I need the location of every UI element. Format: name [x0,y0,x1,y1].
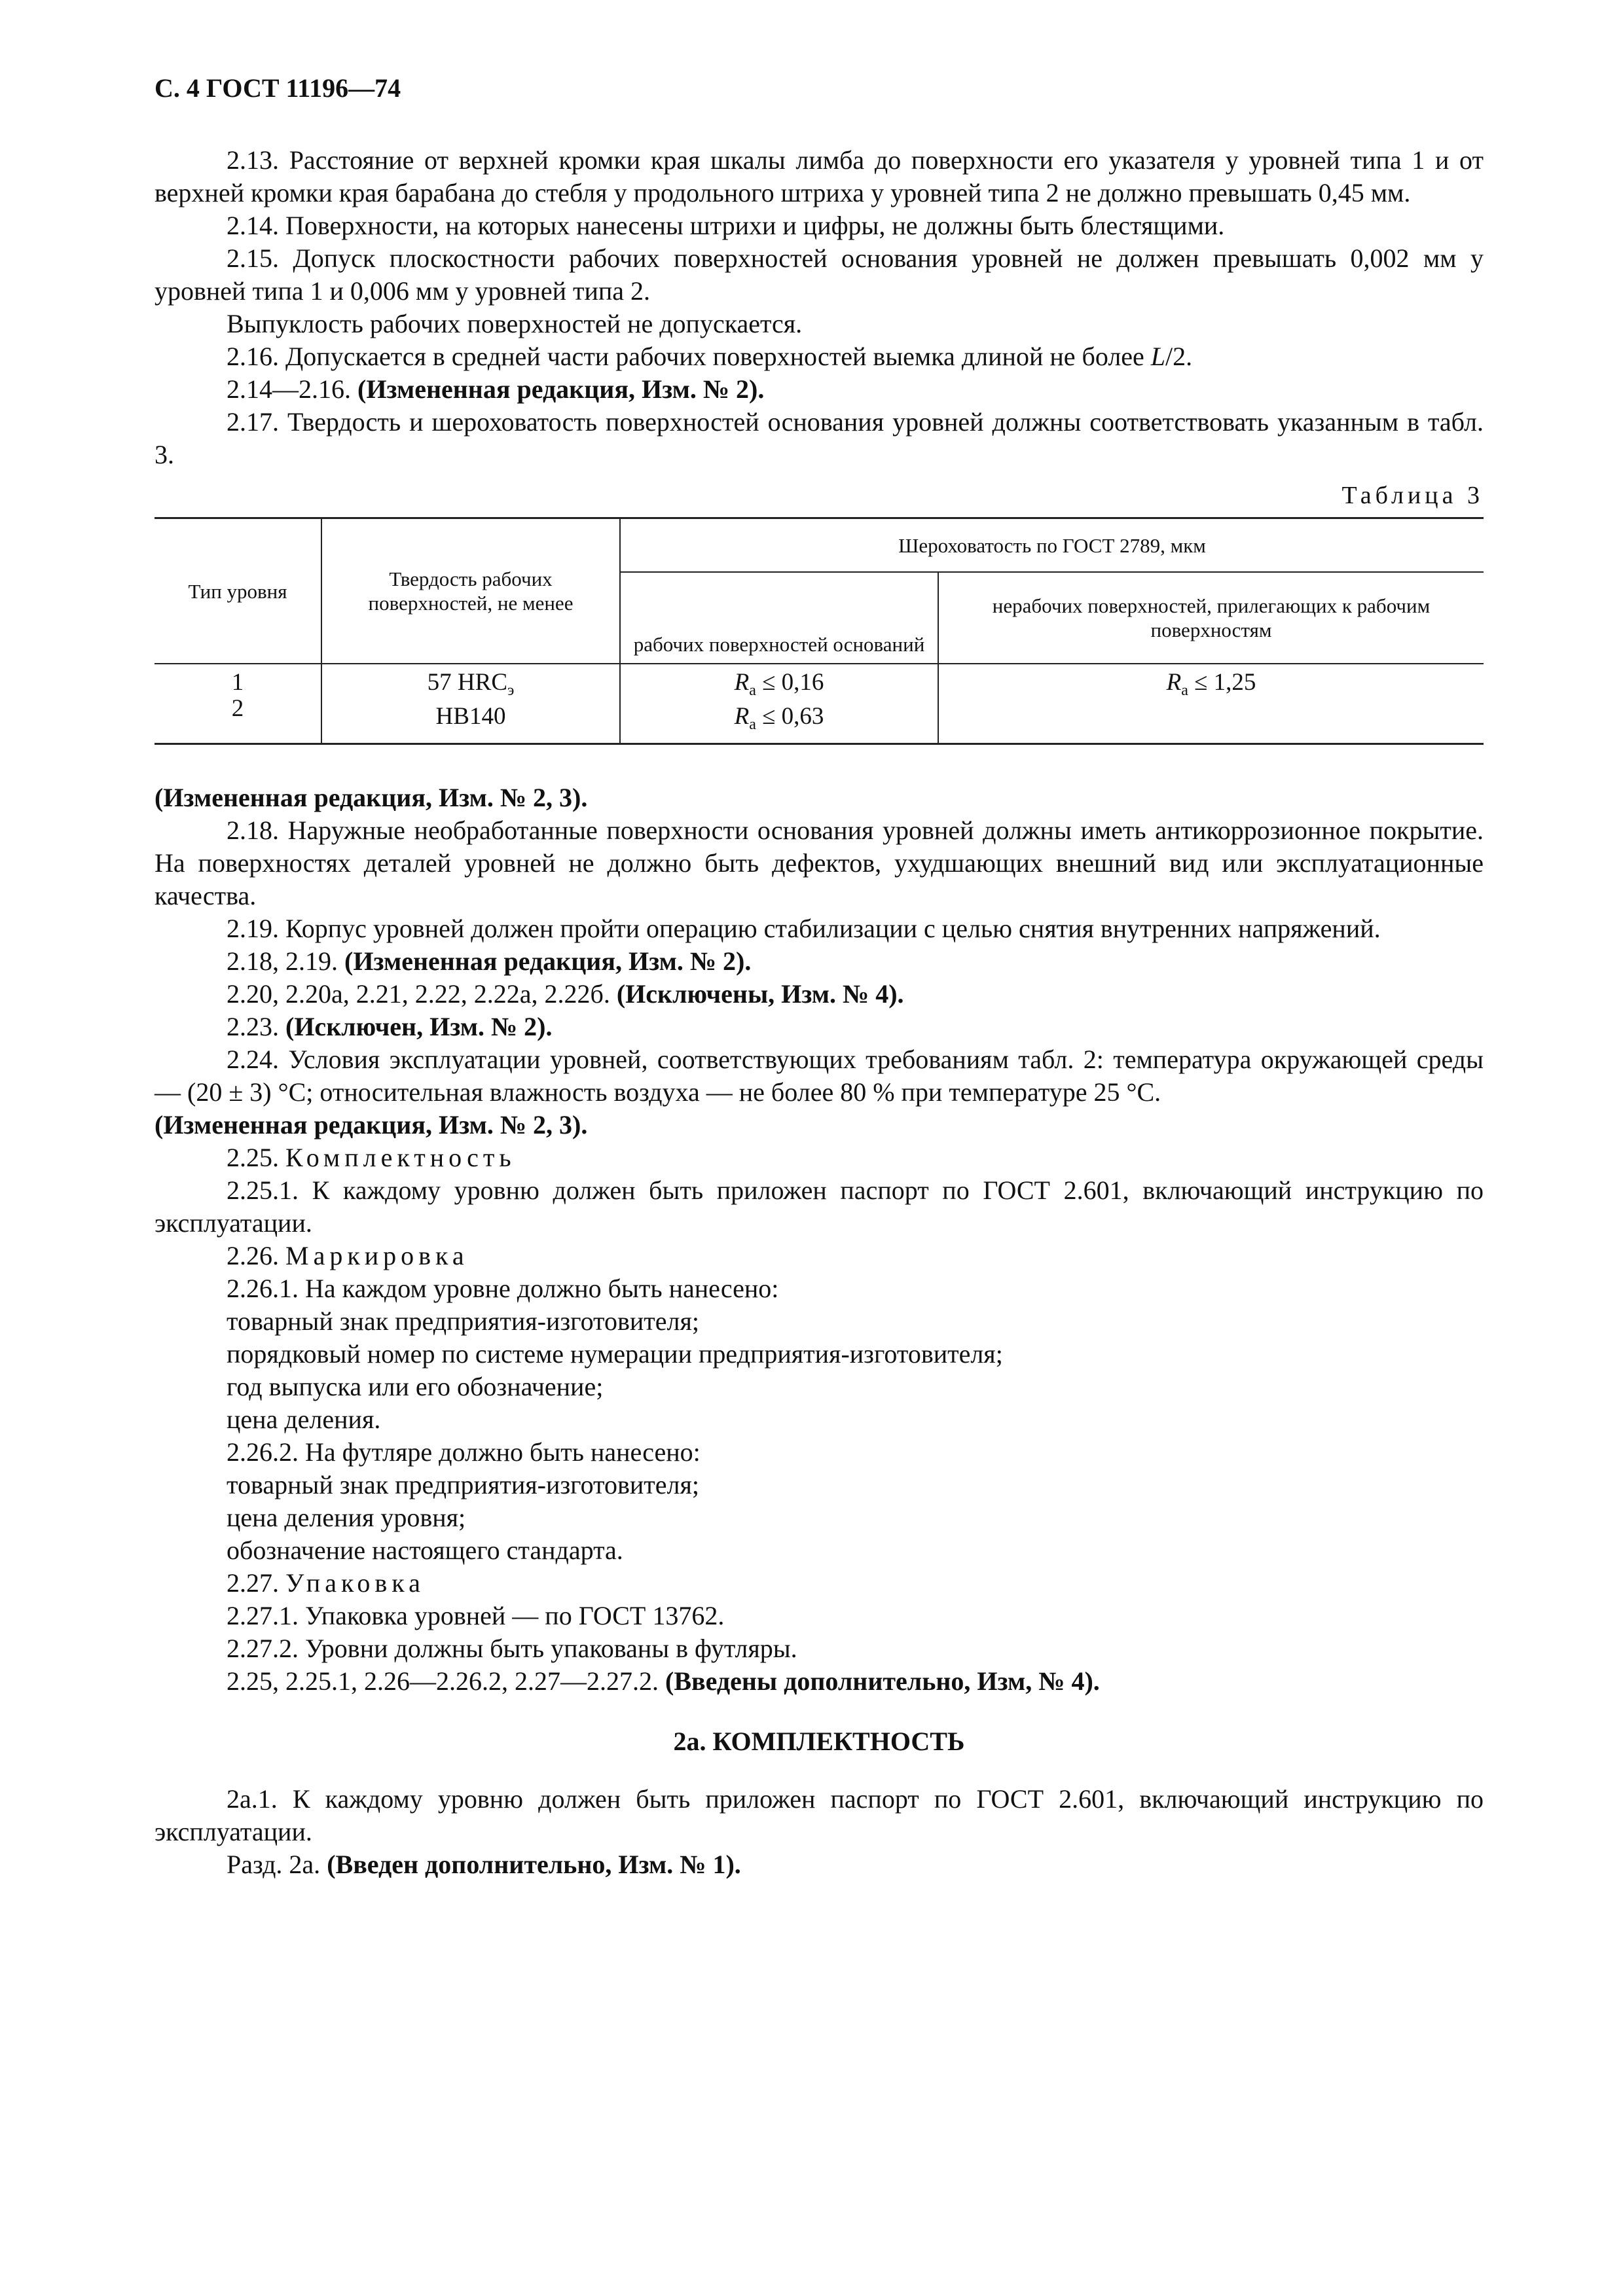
paragraph-2-25-1: 2.25.1. К каждому уровню должен быть приложен паспорт по ГОСТ 2.601, включающий инструкцию по эксплуатации. [155,1175,1484,1238]
cell-nonworking-1 [947,670,1476,704]
list-item: цена деления. [227,1405,381,1434]
paragraph-2-18: 2.18. Наружные необработанные поверхности основания уровней должны иметь антикоррозионное покрытие. На поверхностях деталей уровней не должно быть дефектов, ухудшающих внешний вид или эксплуатационные качества. [155,816,1484,910]
amendment-2-25-2-27 [155,1665,1484,1698]
paragraph-2-23 [155,1011,1484,1043]
list-item: товарный знак предприятия-изготовителя; [227,1306,699,1336]
list-item: год выпуска или его обозначение; [227,1372,604,1401]
cell-working [620,664,938,744]
clause-number: 2.25. [227,1143,285,1172]
amendment-note: (Введены дополнительно, Изм, № 4). [665,1666,1100,1696]
hardness-subscript: э [507,682,515,699]
ra-subscript: a [749,716,756,733]
ra-subscript: a [749,682,756,699]
ra-symbol: R [734,703,750,730]
ra-value: ≤ 1,25 [1188,669,1256,696]
cell-hardness-2: HB140 [435,703,506,730]
amendment-ref: 2.25, 2.25.1, 2.26—2.26.2, 2.27—2.27.2. [227,1666,665,1696]
marking-list [155,1305,1484,1436]
paragraph-2-14: 2.14. Поверхности, на которых нанесены штрихи и цифры, не должны быть блестящими. [227,211,1225,240]
amendment-note: (Измененная редакция, Изм. № 2). [357,374,765,404]
ra-value: ≤ 0,16 [756,669,824,696]
paragraph-2-16 [155,340,1484,373]
paragraph-2-27 [155,1567,1484,1600]
cell-working-1 [629,670,930,704]
ra-subscript: a [1181,682,1188,699]
list-item: порядковый номер по системе нумерации предприятия-изготовителя; [227,1339,1003,1369]
cell-type-2: 2 [231,695,244,722]
paragraph-2-20 [155,978,1484,1011]
amendment-2-24: (Измененная редакция, Изм. № 2, 3). [155,1110,588,1139]
amendment-2-14-2-16 [155,373,1484,406]
amendment-section-2a [155,1848,1484,1881]
paragraph-2-15: 2.15. Допуск плоскостности рабочих поверхностей основания уровней не должен превышать 0,002 мм у уровней типа 1 и 0,006 мм у уровней типа 2. [155,243,1484,306]
paragraph-2-13: 2.13. Расстояние от верхней кромки края шкалы лимба до поверхности его указателя у уровней типа 1 и от верхней кромки края барабана до стебля у продольного штриха у уровней типа 2 не должно превышать 0,45 мм. [155,145,1484,207]
amendment-ref: 2.18, 2.19. [227,946,344,976]
paragraph-2-25 [155,1141,1484,1174]
cell-type [155,664,321,744]
col-header-hardness: Твердость рабочих поверхностей, не менее [321,518,620,664]
amendment-note: (Исключены, Изм. № 4). [616,979,904,1009]
cell-hardness [321,664,620,744]
amendment-ref: 2.20, 2.20а, 2.21, 2.22, 2.22а, 2.22б. [227,979,617,1009]
case-marking-list [155,1469,1484,1567]
paragraph-2-19: 2.19. Корпус уровней должен пройти операцию стабилизации с целью снятия внутренних напряжений. [227,914,1381,943]
ra-symbol: R [734,669,750,696]
paragraph-2a-1: 2а.1. К каждому уровню должен быть приложен паспорт по ГОСТ 2.601, включающий инструкцию по эксплуатации. [155,1784,1484,1846]
page-header: С. 4 ГОСТ 11196—74 [155,73,401,103]
cell-nonworking [938,664,1484,744]
ra-value: ≤ 0,63 [756,703,824,730]
col-header-type: Тип уровня [155,518,321,664]
amendment-note: (Введен дополнительно, Изм. № 1). [327,1850,741,1879]
clause-number: 2.27. [227,1568,285,1598]
length-symbol: L [1150,342,1166,371]
ra-symbol: R [1166,669,1182,696]
amendment-ref: 2.14—2.16. [227,374,357,404]
paragraph-2-26-2: 2.26.2. На футляре должно быть нанесено: [227,1437,701,1467]
paragraph-2-16-tail: /2. [1165,342,1193,371]
paragraph-convexity: Выпуклость рабочих поверхностей не допускается. [227,309,803,338]
document-page [155,72,1484,1881]
section-title: 2а. КОМПЛЕКТНОСТЬ [673,1727,965,1756]
paragraph-2-27-2: 2.27.2. Уровни должны быть упакованы в футляры. [227,1634,797,1663]
amendment-2-18-2-19 [155,945,1484,978]
amendment-note: (Измененная редакция, Изм. № 2). [344,946,752,976]
paragraph-2-16-text: 2.16. Допускается в средней части рабочих поверхностей выемка длиной не более [227,342,1151,371]
clause-title: Комплектность [285,1143,516,1172]
cell-hardness-1 [330,670,611,704]
clause-number: 2.26. [227,1241,285,1270]
table-3 [155,517,1484,745]
amendment-note: (Исключен, Изм. № 2). [285,1012,553,1041]
paragraph-2-26-1: 2.26.1. На каждом уровне должно быть нанесено: [227,1274,779,1303]
amendment-ref: 2.23. [227,1012,285,1041]
cell-working-2 [629,704,930,738]
list-item: цена деления уровня; [227,1503,466,1532]
col-header-nonworking: нерабочих поверхностей, прилегающих к рабочим поверхностям [938,572,1484,664]
clause-title: Маркировка [285,1241,469,1270]
col-header-working: рабочих поверхностей оснований [620,572,938,664]
cell-type-1: 1 [231,669,244,696]
clause-title: Упаковка [285,1568,425,1598]
paragraph-2-26 [155,1240,1484,1272]
paragraph-2-17: 2.17. Твердость и шероховатость поверхностей основания уровней должны соответствовать указанным в табл. 3. [155,407,1484,469]
paragraph-2-24: 2.24. Условия эксплуатации уровней, соответствующих требованиям табл. 2: температура окружающей среды — (20 ± 3) °С; относительная влажность воздуха — не более 80 % при температуре 25 °С. [155,1045,1484,1107]
list-item: обозначение настоящего стандарта. [227,1535,623,1565]
paragraph-2-27-1: 2.27.1. Упаковка уровней — по ГОСТ 13762. [227,1601,725,1630]
amendment-table: (Измененная редакция, Изм. № 2, 3). [155,783,588,812]
col-header-roughness: Шероховатость по ГОСТ 2789, мкм [620,518,1484,573]
amendment-ref: Разд. 2а. [227,1850,327,1879]
list-item: товарный знак предприятия-изготовителя; [227,1470,699,1499]
table-caption: Таблица 3 [1341,482,1484,509]
hardness-value-1: 57 HRC [427,669,507,696]
